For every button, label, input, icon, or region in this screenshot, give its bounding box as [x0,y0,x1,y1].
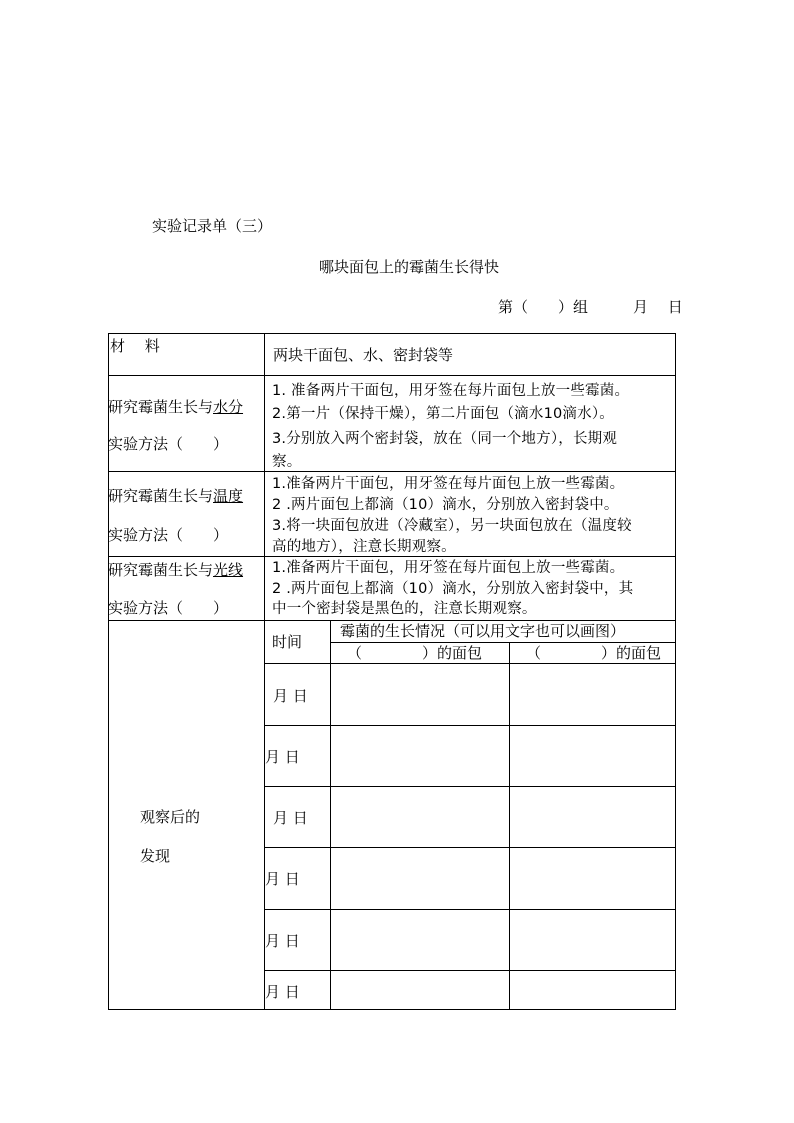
table-divider [264,786,676,787]
materials-value: 两块干面包、水、密封袋等 [273,346,454,364]
table-divider [264,847,676,848]
table-border [108,333,676,334]
date-cell: 月 日 [273,809,308,827]
table-divider [330,620,331,1010]
table-divider [509,642,510,1010]
table-divider [108,375,676,376]
experiment-step: 察。 [272,454,302,470]
experiment-step: 中一个密封袋是黑色的，注意长期观察。 [272,601,537,617]
bread-column-2: （ ）的面包 [526,644,662,662]
doc-label: 实验记录单（三） [152,217,273,235]
experiment-step: 高的地方），注意长期观察。 [272,539,456,555]
method-label: 实验方法（ ） [108,435,229,453]
experiment-step: 3.将一块面包放进（冷藏室），另一块面包放在（温度较 [272,518,632,534]
table-divider [264,909,676,910]
growth-header: 霉菌的生长情况（可以用文字也可以画图） [340,622,626,640]
experiment-label: 研究霉菌生长与水分 [108,398,244,416]
experiment-step: 2 .两片面包上都滴（10）滴水，分别放入密封袋中，其 [272,581,634,597]
date-cell: 月 日 [265,870,300,888]
table-divider [108,620,676,621]
table-border [108,1009,676,1010]
experiment-step: 1. 准备两片干面包，用牙签在每片面包上放一些霉菌。 [272,383,630,399]
experiment-label: 研究霉菌生长与温度 [108,487,244,505]
table-divider [264,970,676,971]
experiment-label: 研究霉菌生长与光线 [108,561,244,579]
method-label: 实验方法（ ） [108,599,229,617]
observation-label: 发现 [140,847,171,865]
table-divider [108,556,676,557]
experiment-step: 1.准备两片干面包，用牙签在每片面包上放一些霉菌。 [272,560,625,576]
table-divider [330,642,676,643]
table-divider [264,663,676,664]
table-divider [108,471,676,472]
date-cell: 月 日 [265,983,300,1001]
bread-column-1: （ ）的面包 [347,644,483,662]
materials-label: 材 料 [110,337,160,355]
table-divider [264,725,676,726]
date-cell: 月 日 [265,932,300,950]
method-label: 实验方法（ ） [108,526,229,544]
experiment-step: 1.准备两片干面包，用牙签在每片面包上放一些霉菌。 [272,476,625,492]
date-cell: 月 日 [265,748,300,766]
experiment-step: 2 .两片面包上都滴（10）滴水，分别放入密封袋中。 [272,497,619,513]
experiment-step: 2.第一片（保持干燥），第二片面包（滴水10滴水）。 [272,406,614,422]
experiment-step: 3.分别放入两个密封袋，放在（同一个地方），长期观 [272,431,618,447]
doc-title: 哪块面包上的霉菌生长得快 [319,258,500,276]
observation-label: 观察后的 [140,808,201,826]
group-date-line: 第（ ）组 月 日 [498,298,683,316]
time-header: 时间 [272,633,303,651]
date-cell: 月 日 [273,687,308,705]
